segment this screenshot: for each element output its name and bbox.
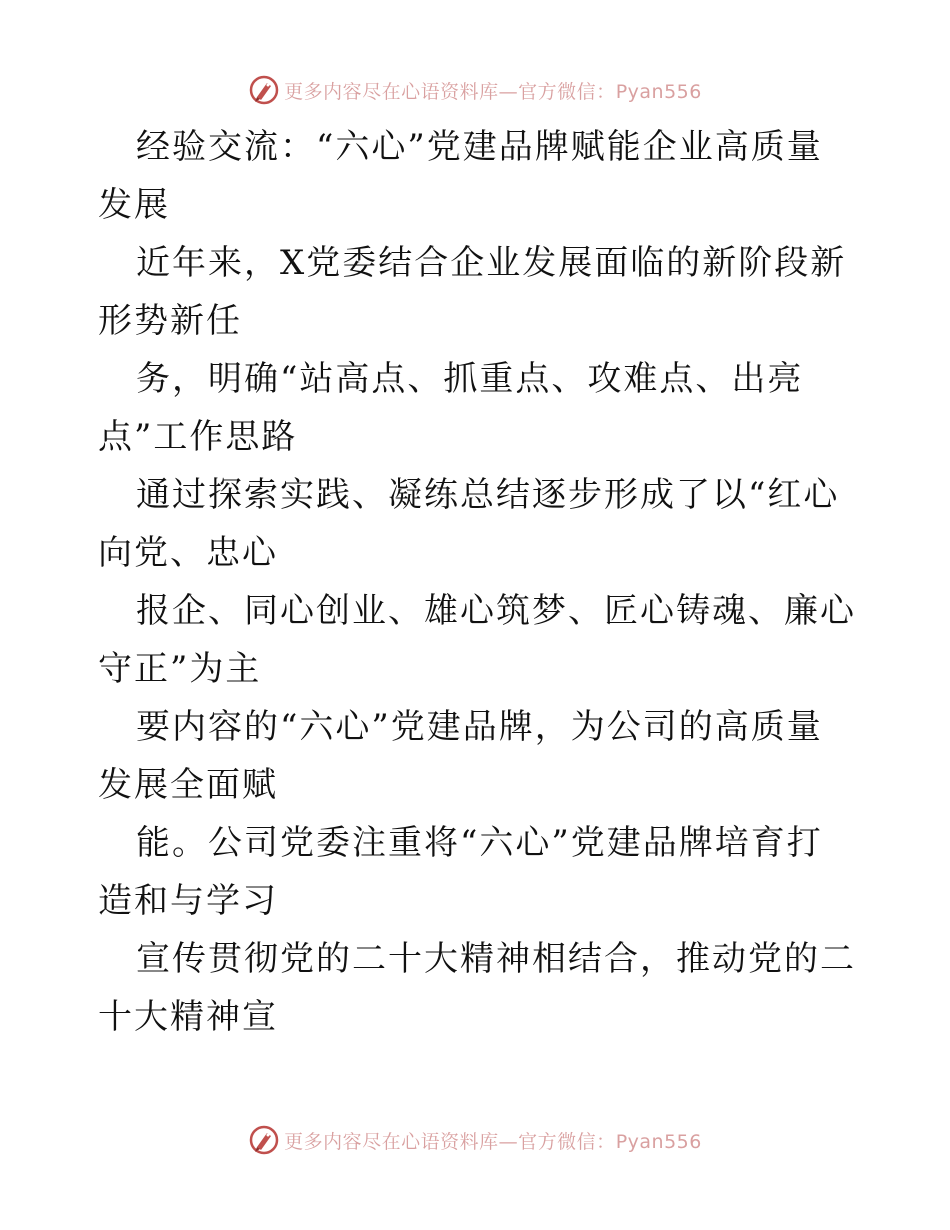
document-line: 报企、同心创业、雄心筑梦、匠心铸魂、廉心守正”为主 bbox=[98, 591, 856, 689]
wechat-account: Pyan556 bbox=[615, 80, 702, 103]
wechat-account: Pyan556 bbox=[615, 1130, 702, 1153]
document-line: 近年来，X党委结合企业发展面临的新阶段新形势新任 bbox=[98, 243, 847, 341]
footer-watermark-text: 更多内容尽在心语资料库—官方微信：Pyan556 bbox=[284, 1130, 702, 1153]
pen-nib-circle-icon bbox=[248, 1124, 280, 1156]
document-body bbox=[98, 118, 858, 1046]
document-line: 通过探索实践、凝练总结逐步形成了以“红心向党、忠心 bbox=[98, 475, 840, 573]
document-line: 要内容的“六心”党建品牌，为公司的高质量发展全面赋 bbox=[98, 707, 823, 805]
document-line: 能。公司党委注重将“六心”党建品牌培育打造和与学习 bbox=[98, 823, 823, 921]
pen-nib-circle-icon bbox=[248, 74, 280, 106]
document-line: 务，明确“站高点、抓重点、攻难点、出亮点”工作思路 bbox=[98, 359, 804, 457]
header-watermark-text: 更多内容尽在心语资料库—官方微信：Pyan556 bbox=[284, 80, 702, 103]
document-line: 宣传贯彻党的二十大精神相结合，推动党的二十大精神宣 bbox=[98, 939, 856, 1037]
header-watermark-banner bbox=[0, 70, 950, 110]
document-line: 经验交流：“六心”党建品牌赋能企业高质量发展 bbox=[98, 127, 823, 225]
footer-watermark-banner bbox=[0, 1120, 950, 1160]
